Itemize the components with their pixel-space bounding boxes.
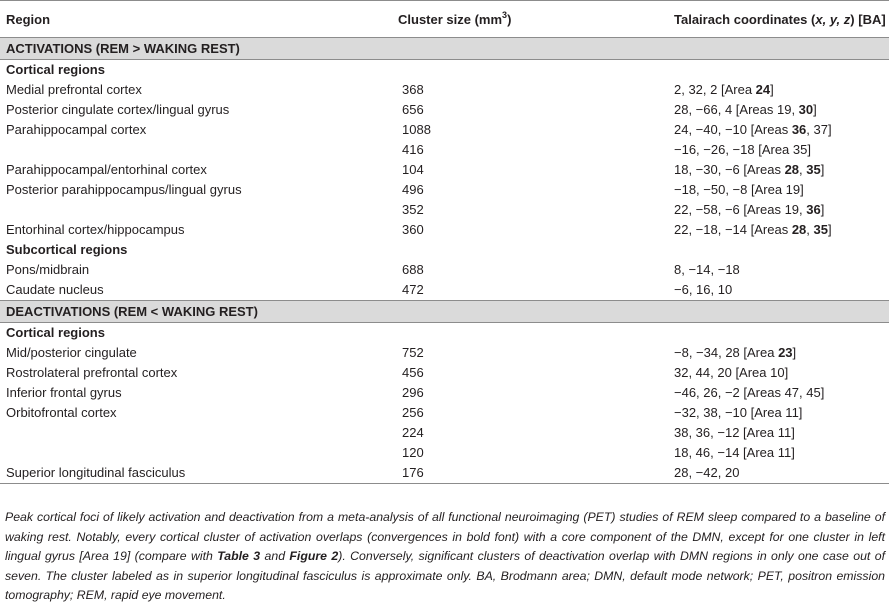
cell-coord: −16, −26, −18 [Area 35] bbox=[674, 142, 811, 157]
cell-region: Superior longitudinal fasciculus bbox=[0, 463, 392, 484]
cell-coord: −32, 38, −10 [Area 11] bbox=[674, 405, 803, 420]
subsection-title: Subcortical regions bbox=[6, 242, 128, 257]
cell-coord bbox=[674, 120, 889, 140]
cell-region: Orbitofrontal cortex bbox=[6, 405, 117, 420]
table-row bbox=[0, 463, 889, 484]
table-row bbox=[0, 220, 889, 240]
header-coords-prefix: Talairach coordinates ( bbox=[674, 12, 816, 27]
cell-region bbox=[0, 423, 392, 443]
header-coordinates bbox=[674, 1, 889, 38]
subsection-subcortical-activations bbox=[0, 240, 889, 260]
header-cluster-size-sup: 3 bbox=[502, 9, 508, 20]
cell-size: 360 bbox=[402, 222, 424, 237]
cell-coord: 8, −14, −18 bbox=[674, 262, 740, 277]
cell-region: Entorhinal cortex/hippocampus bbox=[6, 222, 185, 237]
coord-tail: ] bbox=[820, 162, 825, 177]
caption-text: ). Conversely, significant clusters of deactivation overlap with DMN regions in only one case out of seven. The cluster labeled as in superior longitudinal fasciculus is approximate only. BA, Brodmann area; DMN, default mode network; PET, positron emission tomography; REM, rapid eye movement. bbox=[5, 549, 885, 603]
cell-size: 256 bbox=[402, 405, 424, 420]
cell-size: 296 bbox=[402, 385, 424, 400]
cell-region: Posterior cingulate cortex/lingual gyrus bbox=[6, 102, 230, 117]
coord-bold: 28 bbox=[791, 222, 807, 237]
section-activations bbox=[0, 38, 889, 60]
section-title: ACTIVATIONS (REM > WAKING REST) bbox=[0, 38, 889, 60]
coord-tail: ] bbox=[770, 82, 774, 97]
cell-coord bbox=[674, 220, 889, 240]
table-row bbox=[0, 260, 889, 280]
coord-tail: ] bbox=[813, 102, 817, 117]
cell-region bbox=[0, 200, 392, 220]
cell-size: 104 bbox=[402, 162, 424, 177]
coord-text: 22, −58, −6 [Areas 19, bbox=[674, 202, 807, 217]
table-row bbox=[0, 180, 889, 200]
cell-size: 752 bbox=[402, 345, 424, 360]
coord-text: −8, −34, 28 [Area bbox=[674, 345, 779, 360]
table-row bbox=[0, 383, 889, 403]
header-coords-axes: x, y, z bbox=[815, 12, 851, 27]
subsection-title: Cortical regions bbox=[6, 62, 105, 77]
cell-coord: 32, 44, 20 [Area 10] bbox=[674, 365, 789, 380]
table-row bbox=[0, 200, 889, 220]
caption-text: Peak cortical foci of likely activation and deactivation from a meta-analysis of all functional neuroimaging (PET) studies of REM sleep compared to a baseline of waking rest. Notably, every cortical cluster of activation overlaps (convergences in bold font) with a core component of the DMN, except for one cluster in left lingual gyrus [Area 19] (compare with bbox=[5, 510, 885, 564]
cell-size: 368 bbox=[402, 82, 424, 97]
cell-region: Pons/midbrain bbox=[6, 262, 90, 277]
table-row bbox=[0, 100, 889, 120]
coord-sep: , bbox=[799, 162, 807, 177]
cell-region: Posterior parahippocampus/lingual gyrus bbox=[6, 182, 242, 197]
coord-bold: 36 bbox=[806, 202, 821, 217]
table-row bbox=[0, 120, 889, 140]
cell-region: Parahippocampal cortex bbox=[6, 122, 147, 137]
header-row bbox=[0, 1, 889, 38]
table-row bbox=[0, 423, 889, 443]
caption-text: and bbox=[260, 549, 290, 564]
coord-tail: , 37] bbox=[806, 122, 832, 137]
cell-coord: −6, 16, 10 bbox=[674, 282, 733, 297]
cell-region: Caudate nucleus bbox=[6, 282, 104, 297]
cell-region: Parahippocampal/entorhinal cortex bbox=[6, 162, 207, 177]
table-row bbox=[0, 280, 889, 301]
cell-coord: 28, −42, 20 bbox=[674, 463, 889, 484]
cell-region: Inferior frontal gyrus bbox=[6, 385, 122, 400]
caption-table-link[interactable]: Table 3 bbox=[217, 549, 261, 564]
subsection-title: Cortical regions bbox=[6, 325, 105, 340]
cell-region bbox=[0, 443, 392, 463]
cell-coord: −18, −50, −8 [Area 19] bbox=[674, 182, 804, 197]
cell-size: 472 bbox=[402, 282, 424, 297]
coord-bold: 28 bbox=[784, 162, 800, 177]
cell-region: Mid/posterior cingulate bbox=[6, 345, 137, 360]
header-cluster-size bbox=[392, 1, 674, 38]
cell-coord bbox=[674, 343, 889, 363]
cell-size: 688 bbox=[402, 262, 424, 277]
coord-bold: 35 bbox=[806, 162, 821, 177]
coord-text: 24, −40, −10 [Areas bbox=[674, 122, 792, 137]
table-row bbox=[0, 403, 889, 423]
cell-coord: 18, 46, −14 [Area 11] bbox=[674, 445, 795, 460]
coord-text: 22, −18, −14 [Areas bbox=[674, 222, 792, 237]
table-row bbox=[0, 160, 889, 180]
coord-text: 2, 32, 2 [Area bbox=[674, 82, 756, 97]
cell-coord bbox=[674, 100, 889, 120]
header-cluster-size-text: Cluster size (mm bbox=[398, 12, 503, 27]
cell-region: Rostrolateral prefrontal cortex bbox=[6, 365, 178, 380]
cell-region: Medial prefrontal cortex bbox=[6, 82, 142, 97]
coord-sep: , bbox=[806, 222, 814, 237]
table-row bbox=[0, 363, 889, 383]
cell-coord: −46, 26, −2 [Areas 47, 45] bbox=[674, 385, 825, 400]
coord-bold: 36 bbox=[791, 122, 807, 137]
coord-tail: ] bbox=[820, 202, 825, 217]
coord-tail: ] bbox=[827, 222, 832, 237]
cell-coord bbox=[674, 200, 889, 220]
cell-coord: 38, 36, −12 [Area 11] bbox=[674, 425, 795, 440]
table-row bbox=[0, 343, 889, 363]
cell-size: 656 bbox=[402, 102, 424, 117]
coord-bold: 30 bbox=[798, 102, 814, 117]
table-row bbox=[0, 443, 889, 463]
header-region: Region bbox=[0, 1, 392, 38]
cell-size: 416 bbox=[402, 142, 424, 157]
subsection-cortical-deactivations bbox=[0, 323, 889, 344]
section-title: DEACTIVATIONS (REM < WAKING REST) bbox=[0, 301, 889, 323]
table-caption bbox=[5, 508, 885, 606]
subsection-cortical-activations bbox=[0, 60, 889, 81]
coord-bold: 23 bbox=[778, 345, 793, 360]
cell-size: 176 bbox=[392, 463, 674, 484]
header-cluster-size-close: ) bbox=[507, 12, 512, 27]
coord-bold: 24 bbox=[755, 82, 771, 97]
cell-coord bbox=[674, 80, 889, 100]
cell-region bbox=[0, 140, 392, 160]
cell-size: 1088 bbox=[402, 122, 431, 137]
cell-size: 224 bbox=[402, 425, 424, 440]
coord-tail: ] bbox=[792, 345, 797, 360]
cell-coord bbox=[674, 160, 889, 180]
table-row bbox=[0, 80, 889, 100]
coord-bold: 35 bbox=[813, 222, 828, 237]
cell-size: 496 bbox=[402, 182, 424, 197]
section-deactivations bbox=[0, 301, 889, 323]
coord-text: 28, −66, 4 [Areas 19, bbox=[674, 102, 799, 117]
coord-text: 18, −30, −6 [Areas bbox=[674, 162, 785, 177]
cell-size: 352 bbox=[402, 202, 424, 217]
header-coords-suffix: ) [BA] bbox=[850, 12, 886, 27]
caption-figure-link[interactable]: Figure 2 bbox=[289, 549, 339, 564]
cell-size: 120 bbox=[402, 445, 424, 460]
table-row bbox=[0, 140, 889, 160]
cell-size: 456 bbox=[402, 365, 424, 380]
